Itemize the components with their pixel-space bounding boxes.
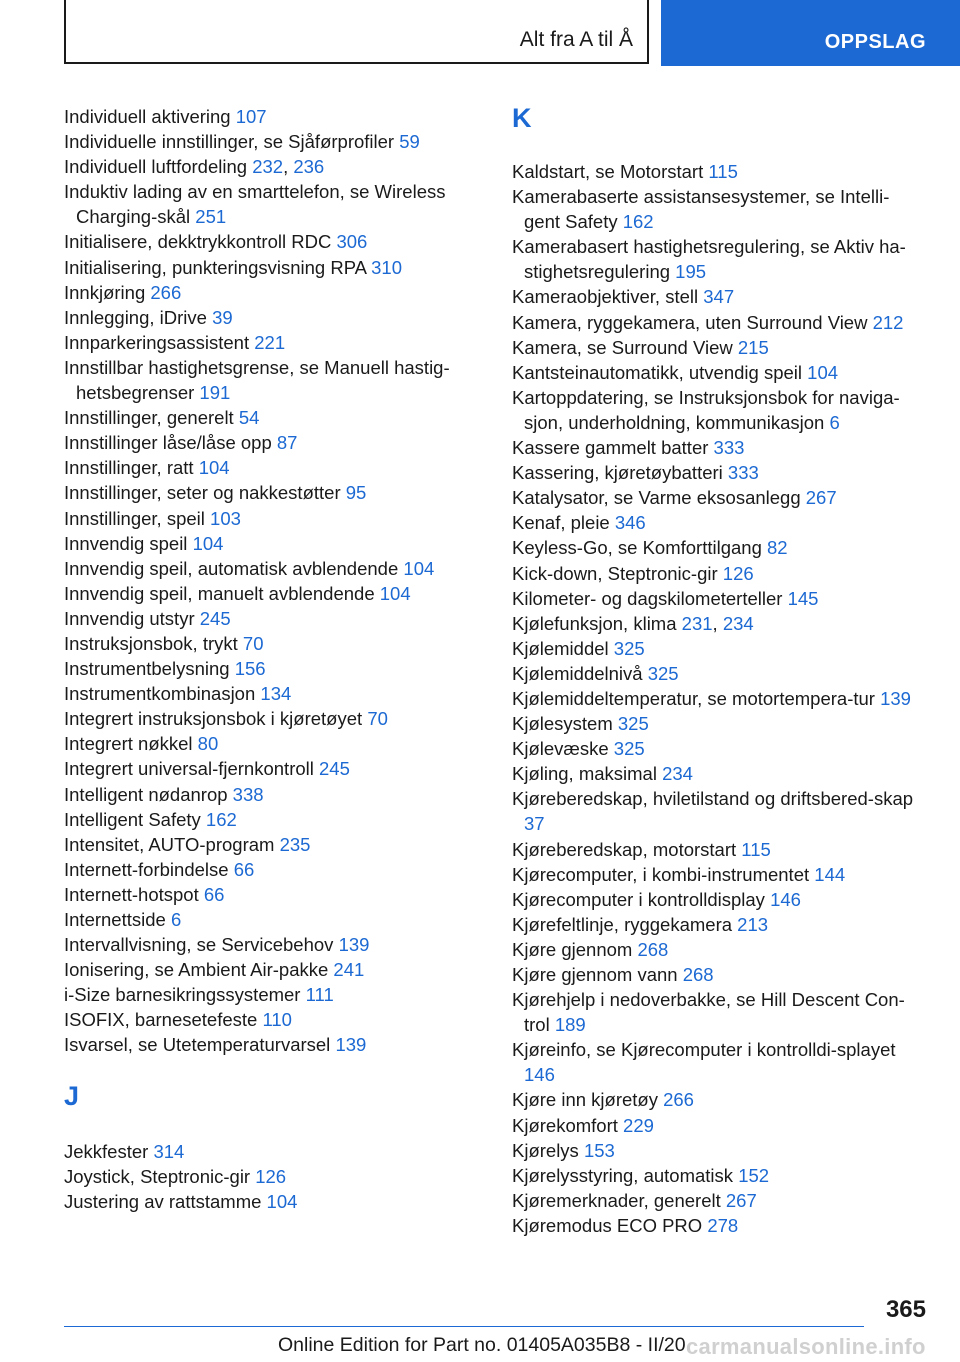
index-entry [512,837,924,862]
index-entry-term: ISOFIX, barnesetefeste [64,1009,263,1031]
page-link[interactable]: 338 [232,783,264,805]
page-separator: , [712,612,723,634]
page-link[interactable]: 139 [338,934,370,956]
page-link[interactable]: 162 [622,211,654,233]
index-entry-term: Innstillinger, seter og nakkestøtter [64,482,346,504]
page-link[interactable]: 104 [192,532,224,554]
index-entry-term: Kassering, kjøretøybatteri [512,462,728,484]
page-link[interactable]: 212 [872,311,904,333]
page-link[interactable]: 146 [524,1064,555,1086]
page-link[interactable]: 134 [260,683,292,705]
index-entry [512,310,924,335]
page-link[interactable]: 126 [722,562,754,584]
index-entry-term: Kjøremerknader, generelt [512,1189,726,1211]
index-entry-term: Innparkeringsassistent [64,331,255,353]
index-entry-term: Kilometer- og dagskilometerteller [512,587,788,609]
page-link[interactable]: 59 [399,131,420,153]
index-entry-term: Joystick, Steptronic-gir [64,1165,256,1187]
section-title: Alt fra A til Å [519,28,633,51]
index-entry [512,736,924,761]
section-title-box [64,0,649,64]
page-link[interactable]: 347 [703,286,735,308]
page-link[interactable]: 333 [713,437,745,459]
index-entry [64,706,474,731]
page-link[interactable]: 267 [805,487,837,509]
index-entry [512,435,924,460]
page-link[interactable]: 195 [675,261,707,283]
page-link[interactable]: 80 [197,733,219,755]
index-entry [512,1113,924,1138]
page-link[interactable]: 245 [199,607,231,629]
index-entry-term: Innstillbar hastighetsgrense, se Manuell hastig-hetsbegrenser [64,356,450,404]
index-entry [512,284,924,309]
page-link[interactable]: 87 [276,432,298,454]
page-link[interactable]: 115 [741,838,771,860]
index-entry [512,184,924,234]
index-entry-term: Kick-down, Steptronic-gir [512,562,723,584]
index-entry [64,631,474,656]
index-entry-term: Intelligent Safety [64,808,206,830]
page-link[interactable]: 103 [210,507,241,529]
index-entry [512,234,924,284]
index-entry [64,1007,474,1032]
index-entry-term: Innstillinger, generelt [64,407,239,429]
index-letter-k: K [512,103,532,133]
page-link[interactable]: 231 [681,612,713,634]
index-entry-term: Kjørelysstyring, automatisk [512,1164,739,1186]
index-entry [64,982,474,1007]
index-entry-term: Innvendig speil [64,532,193,554]
index-entry [64,154,474,179]
page-link[interactable]: 236 [293,156,325,178]
index-entry [64,681,474,706]
page-link[interactable]: 325 [613,738,645,760]
index-entry [512,686,924,711]
index-entry-term: Justering av rattstamme [64,1190,267,1212]
index-entry [64,455,474,480]
index-entry [64,857,474,882]
index-entry-term: Intelligent nødanrop [64,783,233,805]
index-entry-term: Kamerabasert hastighetsregulering, se Aktiv ha-stighetsregulering [512,236,906,283]
index-entry-term: Integrert nøkkel [64,733,198,755]
index-entry-term: Kjøre gjennom [512,938,638,960]
index-entry-term: Kjøremodus ECO PRO [512,1214,708,1236]
footer-divider [64,1326,864,1327]
index-entry [64,756,474,781]
index-entry-term: Kjørehjelp i nedoverbakke, se Hill Descent Con-trol [512,989,905,1036]
index-entry-term: Kjøreberedskap, motorstart [512,838,742,860]
index-entry-term: Kaldstart, se Motorstart [512,161,709,182]
page-link[interactable]: 144 [814,863,846,885]
page-link[interactable]: 139 [880,687,911,709]
index-entry [64,129,474,154]
page-link[interactable]: 152 [738,1164,770,1186]
index-entry-term: Kantsteinautomatikk, utvendig speil [512,361,808,383]
index-entry-term: Kameraobjektiver, stell [512,286,704,308]
index-entry-term: Innstillinger, speil [64,507,211,529]
index-entry [64,731,474,756]
page-link[interactable]: 66 [203,883,225,905]
page-link[interactable]: 234 [722,612,754,634]
index-entry-term: Intervallvisning, se Servicebehov [64,934,339,956]
page-link[interactable]: 306 [336,231,368,253]
index-entry-term: Kamerabaserte assistansesystemer, se Intelli-gent Safety [512,186,890,233]
index-entry [512,1213,924,1238]
index-entry-term: Innkjøring [64,281,151,303]
page-link[interactable]: 153 [583,1139,615,1161]
index-entry [64,606,474,631]
index-entry [64,305,474,330]
index-entry [512,1087,924,1112]
page-link[interactable]: 145 [787,587,819,609]
page-link[interactable]: 104 [403,557,435,579]
page-link[interactable]: 95 [345,482,367,504]
index-entry-term: Kjøreberedskap, hviletilstand og driftsbered-skap [512,788,914,810]
index-entry [512,887,924,912]
index-entry-term: Intensitet, AUTO-program [64,833,280,855]
index-entry-term: Innstillinger, ratt [64,457,199,479]
index-entry [64,405,474,430]
index-entry [64,229,474,254]
index-entry [64,807,474,832]
page-link[interactable]: 325 [613,637,645,659]
page-link[interactable]: 191 [199,382,231,404]
page-link[interactable]: 156 [234,658,266,680]
index-entry [512,535,924,560]
index-entry [512,912,924,937]
index-entry [512,636,924,661]
page-link[interactable]: 111 [305,984,334,1006]
page-link[interactable]: 6 [170,909,182,930]
index-entry [512,561,924,586]
index-entry [64,531,474,556]
index-entry-term: Integrert universal-fjernkontroll [64,758,319,780]
page-link[interactable]: 37 [524,813,545,835]
index-entry [512,159,924,184]
index-entry-term: Integrert instruksjonsbok i kjøretøyet [64,708,368,730]
index-group-k [512,159,924,1238]
page-link[interactable]: 325 [647,662,679,684]
index-entry-term: Ionisering, se Ambient Air-pakke [64,959,334,981]
index-entry [512,711,924,736]
index-entry-term: Internettside [64,909,171,930]
page-link[interactable]: 213 [737,913,769,935]
index-entry [64,656,474,681]
index-entry [64,782,474,807]
index-entry [512,335,924,360]
index-entry [64,1032,474,1057]
page-link[interactable]: 314 [153,1140,185,1162]
index-entry-term: Kamera, se Surround View [512,336,738,358]
index-entry-term: Kjøre inn kjøretøy [512,1089,664,1111]
page-link[interactable]: 235 [279,833,311,855]
page-link[interactable]: 234 [662,763,693,785]
index-entry-term: Kjørekomfort [512,1114,624,1136]
index-entry-term: Innvendig utstyr [64,607,200,629]
index-entry [64,506,474,531]
index-entry [512,1138,924,1163]
watermark-text: carmanualsonline.info [686,1334,926,1359]
page-link[interactable]: 189 [554,1014,586,1036]
index-entry-term: Kjøre gjennom vann [512,964,683,985]
index-entry-term: Innlegging, iDrive [64,306,213,328]
page-link[interactable]: 245 [319,758,350,780]
page-separator: , [283,156,294,178]
index-entry-term: Katalysator, se Varme eksosanlegg [512,487,806,509]
page-link[interactable]: 139 [335,1034,367,1056]
index-entry-term: Kjøreinfo, se Kjørecomputer i kontrolldi-splayet [512,1039,896,1061]
index-entry-term: Kamera, ryggekamera, uten Surround View [512,311,873,333]
index-entry-term: Instrumentkombinasjon [64,683,261,705]
index-entry [512,937,924,962]
index-entry [64,957,474,982]
page-link[interactable]: 266 [663,1089,694,1111]
index-entry [512,661,924,686]
index-entry [512,1037,924,1087]
page-number: 365 [885,1296,926,1323]
chapter-tab[interactable] [661,0,960,66]
index-entry [512,485,924,510]
index-entry-term: Kjørecomputer i kontrolldisplay [512,888,771,910]
index-entry-term: Kassere gammelt batter [512,437,714,459]
index-entry-term: Individuell aktivering [64,106,236,127]
index-entry-term: Innvendig speil, automatisk avblendende [64,557,404,579]
page-link[interactable]: 266 [150,281,182,303]
page-link[interactable]: 346 [614,512,646,534]
index-entry [64,1139,474,1164]
index-entry-term: Instrumentbelysning [64,658,235,680]
page-link[interactable]: 162 [205,808,237,830]
page-link[interactable]: 104 [379,582,411,604]
index-entry [512,586,924,611]
index-entry-term: Induktiv lading av en smarttelefon, se Wireless Charging-skål [64,181,446,228]
index-entry [512,962,924,987]
page-link[interactable]: 39 [212,306,233,328]
index-entry-term: Kjølevæske [512,738,614,760]
index-entry [64,179,474,229]
index-entry-term: Kjølemiddelnivå [512,662,648,684]
page-link[interactable]: 325 [617,713,649,735]
index-entry-term: Kjørecomputer, i kombi-instrumentet [512,863,815,885]
page-link[interactable]: 104 [807,361,839,383]
index-entry [512,460,924,485]
page-link[interactable]: 82 [767,537,788,559]
page-link[interactable]: 221 [254,331,286,353]
index-entry [64,1189,474,1214]
index-entry-term: Kjørefeltlinje, ryggekamera [512,913,738,935]
index-entry [64,330,474,355]
index-entry [64,581,474,606]
page-link[interactable]: 6 [829,411,840,433]
page-link[interactable]: 66 [233,858,255,880]
page-link[interactable]: 278 [707,1214,739,1236]
index-entry [512,786,924,836]
index-column-left [64,104,474,1214]
index-entry [64,556,474,581]
index-entry [64,280,474,305]
index-entry-term: Kjølemiddel [512,637,614,659]
index-entry-term: Kjøling, maksimal [512,763,663,785]
index-entry [512,987,924,1037]
page-header [0,0,960,66]
index-entry [512,1163,924,1188]
index-entry-term: Kjølemiddeltemperatur, se motortempera-tur [512,687,881,709]
index-entry-term: Initialisere, dekktrykkontroll RDC [64,231,337,253]
page-link[interactable]: 267 [725,1189,757,1211]
page-link[interactable]: 251 [195,206,227,228]
page-link[interactable]: 107 [235,106,267,127]
index-entry-term: Kjølefunksjon, klima [512,612,682,634]
index-entry-term: Kjølesystem [512,713,618,735]
index-entry [64,255,474,280]
page-link[interactable]: 232 [252,156,284,178]
index-column-right [512,104,924,1238]
index-entry-term: Kenaf, pleie [512,512,615,534]
page-link[interactable]: 229 [623,1114,654,1136]
page-link[interactable]: 241 [333,959,365,981]
index-entry-term: Isvarsel, se Utetemperaturvarsel [64,1034,336,1056]
index-entry-term: Internett-forbindelse [64,858,234,880]
page-link[interactable]: 146 [770,888,801,910]
index-entry-term: Instruksjonsbok, trykt [64,632,243,654]
index-entry [64,932,474,957]
index-entry [64,480,474,505]
index-entry [512,611,924,636]
index-entry-term: Innvendig speil, manuelt avblendende [64,582,380,604]
page-link[interactable]: 215 [737,336,769,358]
index-group-j [64,1139,474,1214]
index-entry [512,385,924,435]
index-entry-term: i-Size barnesikringssystemer [64,984,306,1006]
page-link[interactable]: 126 [255,1165,287,1187]
index-entry-term: Keyless-Go, se Komforttilgang [512,537,767,559]
index-entry [512,360,924,385]
index-entry [512,862,924,887]
index-letter-j: J [64,1080,80,1111]
index-entry [512,1188,924,1213]
index-entry-term: Internett-hotspot [64,883,204,905]
index-group-i [64,104,474,1058]
index-entry-term: Jekkfester [64,1140,154,1162]
page-link[interactable]: 333 [727,462,759,484]
page-link[interactable]: 268 [682,964,714,985]
index-entry [64,882,474,907]
page-link[interactable]: 110 [262,1009,292,1031]
index-entry [64,355,474,405]
page-link[interactable]: 115 [708,161,738,182]
index-entry-term: Initialisering, punkteringsvisning RPA [64,256,372,278]
index-entry [512,761,924,786]
index-entry-term: Individuelle innstillinger, se Sjåførprofiler [64,131,400,153]
page-link[interactable]: 268 [637,938,669,960]
page-link[interactable]: 104 [198,457,230,479]
index-entry [64,907,474,932]
edition-text: Online Edition for Part no. 01405A035B8 - II/20 [278,1334,686,1356]
page-link[interactable]: 70 [242,632,264,654]
index-entry [64,430,474,455]
chapter-tab-label: OPPSLAG [824,31,926,53]
page-link[interactable]: 70 [367,708,388,730]
index-entry-term: Innstillinger låse/låse opp [64,432,277,454]
index-entry-term: Individuell luftfordeling [64,156,253,178]
page-link[interactable]: 54 [238,407,260,429]
index-entry-term: Kjørelys [512,1139,584,1161]
page-link[interactable]: 104 [266,1190,298,1212]
index-entry [64,104,474,129]
index-entry-term: Kartoppdatering, se Instruksjonsbok for naviga-sjon, underholdning, kommunikasjon [512,386,900,433]
index-entry [64,832,474,857]
index-entry [512,510,924,535]
page-link[interactable]: 310 [371,256,402,278]
index-entry [64,1164,474,1189]
